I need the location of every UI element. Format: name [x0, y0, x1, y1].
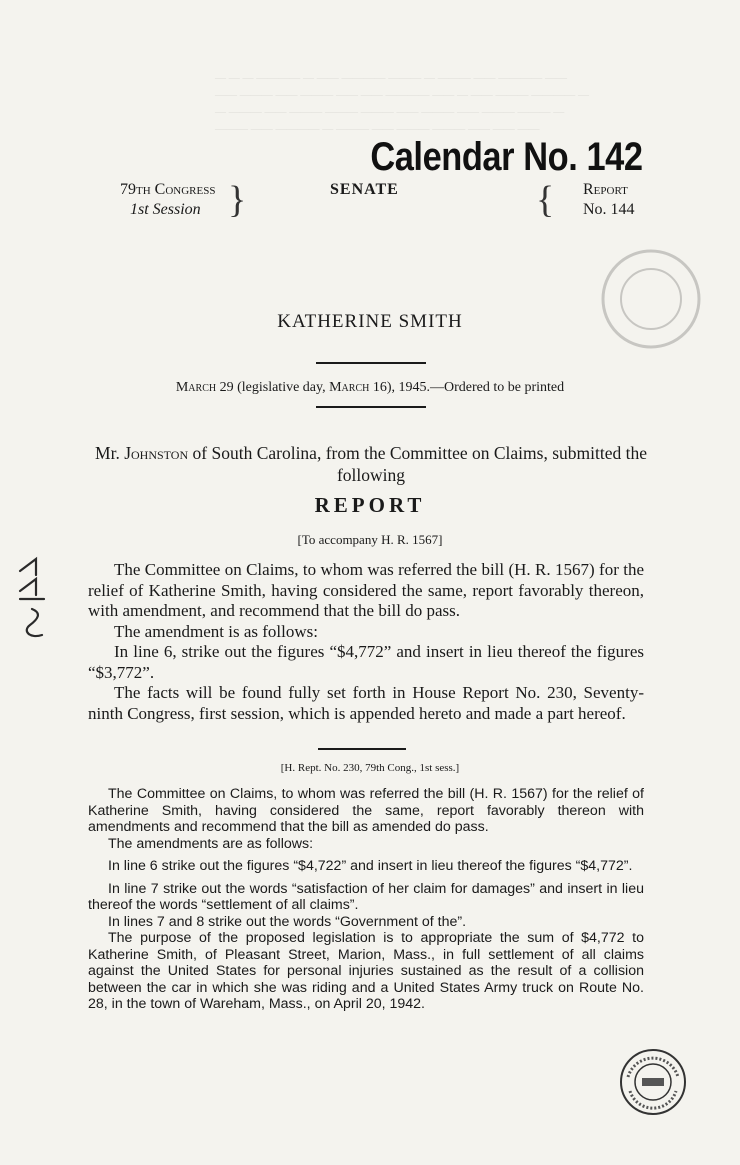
top-rule-1 — [316, 362, 426, 364]
library-stamp — [618, 1047, 688, 1117]
congress-session — [120, 180, 215, 220]
senator-name: Johnston — [124, 443, 189, 463]
top-rule-2 — [316, 406, 426, 408]
paragraph: The amendments are as follows: — [108, 835, 314, 852]
dateline-legislative-date: March 16 — [329, 380, 387, 395]
calendar-number: Calendar No. 142 — [370, 135, 643, 179]
paragraph: In line 6 strike out the figures “$4,722” and insert in lieu thereof the figures “$4,772”. — [108, 858, 633, 874]
paragraph: The amendment is as follows: — [114, 621, 318, 641]
congress-label: 79th Congress — [120, 181, 216, 198]
faint-library-stamp — [596, 244, 706, 354]
dateline — [0, 380, 740, 396]
paragraph: The Committee on Claims, to whom was referred the bill (H. R. 1567) for the relief of Katherine Smith, having considered the same, report favorably thereon, with amendment, and recommend that the bill do pass. — [88, 560, 644, 620]
paragraph: The facts will be found fully set forth in House Report No. 230, Seventy-ninth Congress, first session, which is appended hereto and made a part hereof. — [88, 683, 644, 723]
accompany-note: [To accompany H. R. 1567] — [297, 532, 443, 547]
handwritten-annotation — [12, 535, 52, 645]
submitted-by — [90, 442, 652, 486]
from-text: of South Carolina, from the Committee on Claims, submitted the following — [188, 443, 647, 485]
section-rule — [318, 748, 406, 750]
bleed-through-text: — — — ———— — —— ———— ——— — ——— —— ———— —— —— ——— —— ——— —— —— ———— —— — —— ——— ———— — — ——— —— ——— ——— ——— —— ——— —— ——— ——— — ——— —— ———— — ——— —— ——— ——— —— —— —— — [215, 72, 589, 135]
paragraph: In lines 7 and 8 strike out the words “Government of the”. — [108, 913, 467, 930]
paragraph: In line 7 strike out the words “satisfaction of her claim for damages” and insert in lieu thereof the words “settlement of all claims”. — [88, 880, 644, 913]
report-label: Report — [583, 181, 628, 198]
from-prefix: Mr. — [95, 443, 125, 463]
paragraph: The Committee on Claims, to whom was referred the bill (H. R. 1567) for the relief of Katherine Smith, having considered the same, report favorably thereon with amendments and recommend that the bill as amended do pass. — [88, 786, 644, 835]
dateline-date: March 29 — [175, 380, 234, 395]
left-brace: } — [228, 179, 247, 221]
chamber-label: SENATE — [330, 181, 399, 198]
report-heading: REPORT — [314, 493, 426, 517]
paragraph: In line 6, strike out the figures “$4,772” and insert in lieu thereof the figures “$3,772”. — [88, 642, 644, 682]
document-title: KATHERINE SMITH — [277, 311, 463, 332]
dateline-text: (legislative day, — [233, 380, 330, 395]
report-number-block — [583, 180, 635, 220]
paragraph: The purpose of the proposed legislation is to appropriate the sum of $4,772 to Katherine Smith, of Pleasant Street, Marion, Mass., in full settlement of all claims against the United States for personal injuries sustained as the result of a collision between the car in which she was riding and a United States Army truck on Route No. 28, in the town of Wareham, Mass., on April 20, 1942. — [88, 930, 644, 1012]
house-report-body — [88, 786, 644, 1013]
report-number: No. 144 — [583, 201, 635, 218]
session-label: 1st Session — [130, 201, 201, 218]
right-brace: { — [536, 179, 555, 221]
senate-report-body — [88, 560, 644, 724]
dateline-order: ), 1945.—Ordered to be printed — [386, 380, 565, 395]
house-report-reference: [H. Rept. No. 230, 79th Cong., 1st sess.] — [280, 762, 460, 774]
